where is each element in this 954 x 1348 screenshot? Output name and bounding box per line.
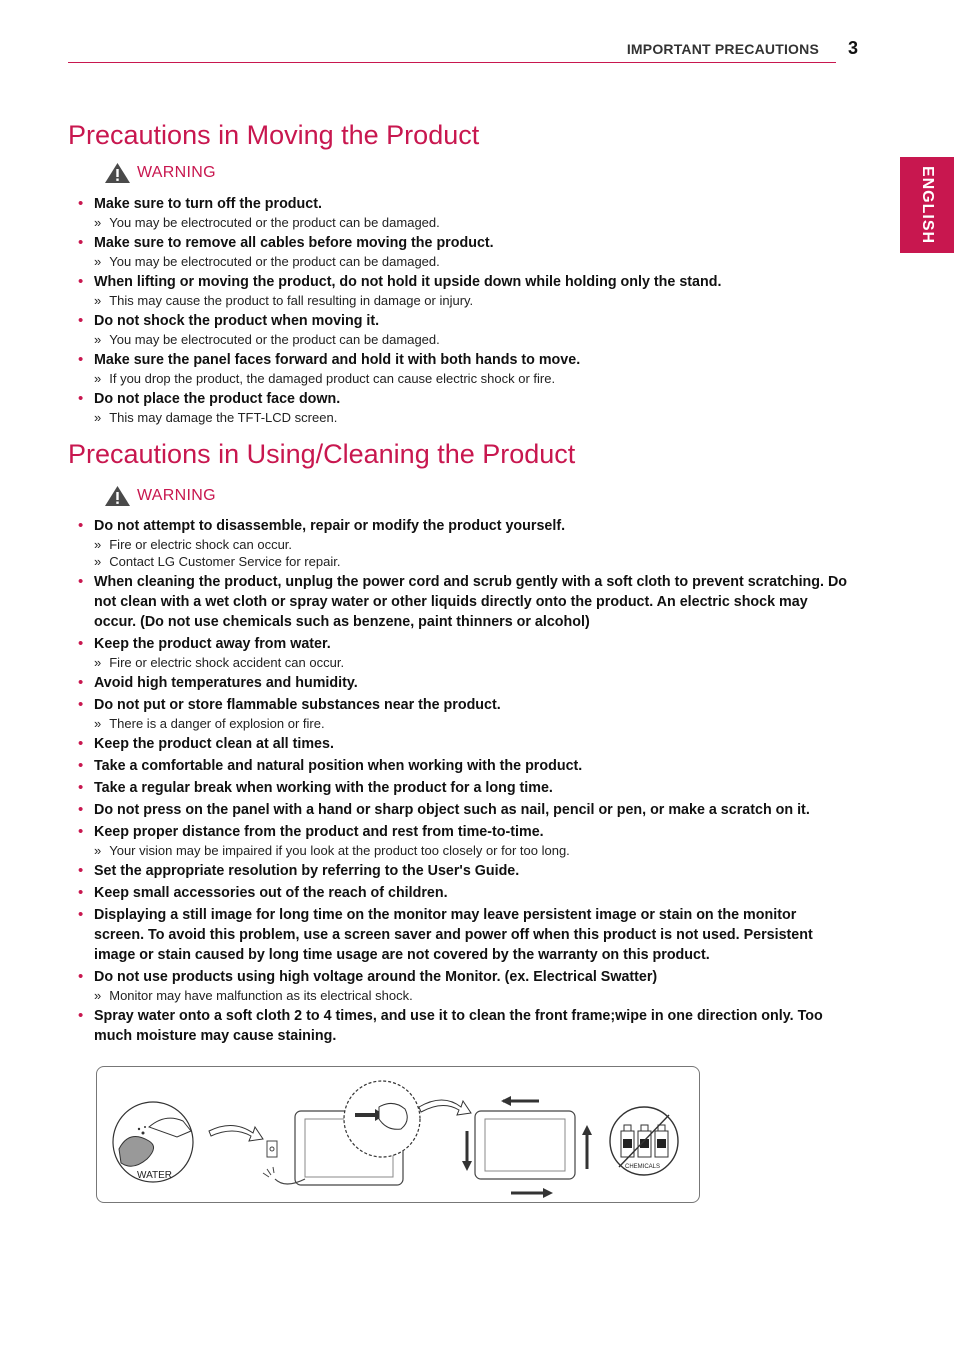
precaution-note: » You may be electrocuted or the product can be damaged. <box>94 214 848 231</box>
bullet-icon: • <box>78 234 84 251</box>
cleaning-illustration <box>96 1066 700 1203</box>
precaution-item <box>78 634 848 671</box>
wipe-direction-icon <box>462 1096 592 1198</box>
bullet-icon: • <box>78 696 84 713</box>
warning-label: WARNING <box>137 487 216 504</box>
cleaning-illustration-drawing <box>97 1067 701 1204</box>
precaution-text: Make sure to remove all cables before moving the product. <box>94 235 494 251</box>
precaution-text: Do not place the product face down. <box>94 391 341 407</box>
language-tab-label: ENGLISH <box>919 165 936 245</box>
bullet-icon: • <box>78 884 84 901</box>
precaution-item <box>78 389 848 426</box>
bullet-icon: • <box>78 517 84 534</box>
precaution-item <box>78 572 848 632</box>
bullet-icon: • <box>78 635 84 652</box>
bullet-icon: • <box>78 390 84 407</box>
moving-precautions-list <box>78 194 848 428</box>
precaution-item <box>78 272 848 309</box>
precaution-text: Avoid high temperatures and humidity. <box>94 675 358 691</box>
precaution-item <box>78 311 848 348</box>
precaution-text: Keep the product clean at all times. <box>94 736 334 752</box>
header-divider <box>68 62 836 63</box>
bullet-icon: • <box>78 674 84 691</box>
bullet-icon: • <box>78 801 84 818</box>
precaution-note: » Your vision may be impaired if you look at the product too closely or for too long. <box>94 842 848 859</box>
precaution-item <box>78 516 848 570</box>
precaution-note: » Contact LG Customer Service for repair. <box>94 553 848 570</box>
no-chemicals-icon <box>610 1107 678 1175</box>
precaution-text: Do not put or store flammable substances near the product. <box>94 697 501 713</box>
step-arrow-icon <box>209 1125 263 1141</box>
bullet-icon: • <box>78 862 84 879</box>
language-tab <box>900 157 954 253</box>
precaution-item <box>78 350 848 387</box>
bullet-icon: • <box>78 273 84 290</box>
warning-label: WARNING <box>137 164 216 181</box>
precaution-text: Do not attempt to disassemble, repair or modify the product yourself. <box>94 518 566 534</box>
precaution-item <box>78 967 848 1004</box>
precaution-text: Do not press on the panel with a hand or sharp object such as nail, pencil or pen, or make a scratch on it. <box>94 802 810 818</box>
precaution-text: When lifting or moving the product, do not hold it upside down while holding only the stand. <box>94 274 722 290</box>
precaution-item <box>78 905 848 965</box>
precaution-item <box>78 778 848 798</box>
precaution-note: » You may be electrocuted or the product can be damaged. <box>94 253 848 270</box>
bullet-icon: • <box>78 823 84 840</box>
precaution-text: Keep the product away from water. <box>94 636 331 652</box>
precaution-item <box>78 673 848 693</box>
precaution-text: Do not use products using high voltage around the Monitor. (ex. Electrical Swatter) <box>94 969 658 985</box>
bullet-icon: • <box>78 195 84 212</box>
bullet-icon: • <box>78 312 84 329</box>
precaution-item <box>78 734 848 754</box>
precaution-note: » This may damage the TFT-LCD screen. <box>94 409 848 426</box>
precaution-text: Take a regular break when working with the product for a long time. <box>94 780 553 796</box>
spray-cloth-icon <box>113 1102 193 1182</box>
bullet-icon: • <box>78 735 84 752</box>
bullet-icon: • <box>78 573 84 590</box>
precaution-item <box>78 233 848 270</box>
precaution-note: » You may be electrocuted or the product can be damaged. <box>94 331 848 348</box>
bullet-icon: • <box>78 351 84 368</box>
precaution-note: » Fire or electric shock accident can occur. <box>94 654 848 671</box>
bullet-icon: • <box>78 779 84 796</box>
wipe-detail-icon <box>344 1081 420 1157</box>
precaution-text: Spray water onto a soft cloth 2 to 4 times, and use it to clean the front frame;wipe in one direction only. Too much moisture may cause staining. <box>94 1008 823 1044</box>
precaution-text: Keep small accessories out of the reach of children. <box>94 885 448 901</box>
chemicals-label: CHEMICALS <box>625 1164 661 1170</box>
step-arrow-icon <box>419 1100 471 1115</box>
precaution-note: » Fire or electric shock can occur. <box>94 536 848 553</box>
section-title-moving: Precautions in Moving the Product <box>68 120 480 150</box>
precaution-item <box>78 194 848 231</box>
precaution-text: Do not shock the product when moving it. <box>94 313 380 329</box>
bullet-icon: • <box>78 906 84 923</box>
precaution-text: Keep proper distance from the product and rest from time-to-time. <box>94 824 544 840</box>
warning-icon <box>104 162 131 184</box>
precaution-note: » This may cause the product to fall resulting in damage or injury. <box>94 292 848 309</box>
precaution-note: » There is a danger of explosion or fire. <box>94 715 848 732</box>
header-title: IMPORTANT PRECAUTIONS <box>626 41 819 57</box>
precaution-text: Make sure to turn off the product. <box>94 196 322 212</box>
precaution-text: Displaying a still image for long time on the monitor may leave persistent image or stain on the monitor screen. To avoid this problem, use a screen saver and power off when this product is not used. Persistent image or stain caused by long time usage are not covered by the warranty on this product. <box>94 907 813 963</box>
warning-icon <box>104 485 131 507</box>
bullet-icon: • <box>78 757 84 774</box>
precaution-text: Make sure the panel faces forward and hold it with both hands to move. <box>94 352 581 368</box>
precaution-text: When cleaning the product, unplug the power cord and scrub gently with a soft cloth to prevent scratching. Do not clean with a wet cloth or spray water or other liquids directly onto the product. An electric shock may occur. (Do not use chemicals such as benzene, paint thinners or alcohol) <box>94 574 848 630</box>
precaution-item <box>78 861 848 881</box>
bullet-icon: • <box>78 1007 84 1024</box>
precaution-item <box>78 800 848 820</box>
warning-heading <box>104 162 216 184</box>
page-number: 3 <box>848 38 859 58</box>
precaution-item <box>78 756 848 776</box>
precaution-item <box>78 1006 848 1046</box>
precaution-item <box>78 695 848 732</box>
precaution-item <box>78 883 848 903</box>
water-label: WATER <box>137 1170 172 1181</box>
precaution-text: Set the appropriate resolution by referring to the User's Guide. <box>94 863 520 879</box>
precaution-item <box>78 822 848 859</box>
warning-heading <box>104 485 216 507</box>
precaution-note: » Monitor may have malfunction as its electrical shock. <box>94 987 848 1004</box>
bullet-icon: • <box>78 968 84 985</box>
precaution-text: Take a comfortable and natural position when working with the product. <box>94 758 583 774</box>
precaution-note: » If you drop the product, the damaged product can cause electric shock or fire. <box>94 370 848 387</box>
using-cleaning-precautions-list <box>78 516 848 1048</box>
section-title-using-cleaning: Precautions in Using/Cleaning the Product <box>68 439 576 469</box>
